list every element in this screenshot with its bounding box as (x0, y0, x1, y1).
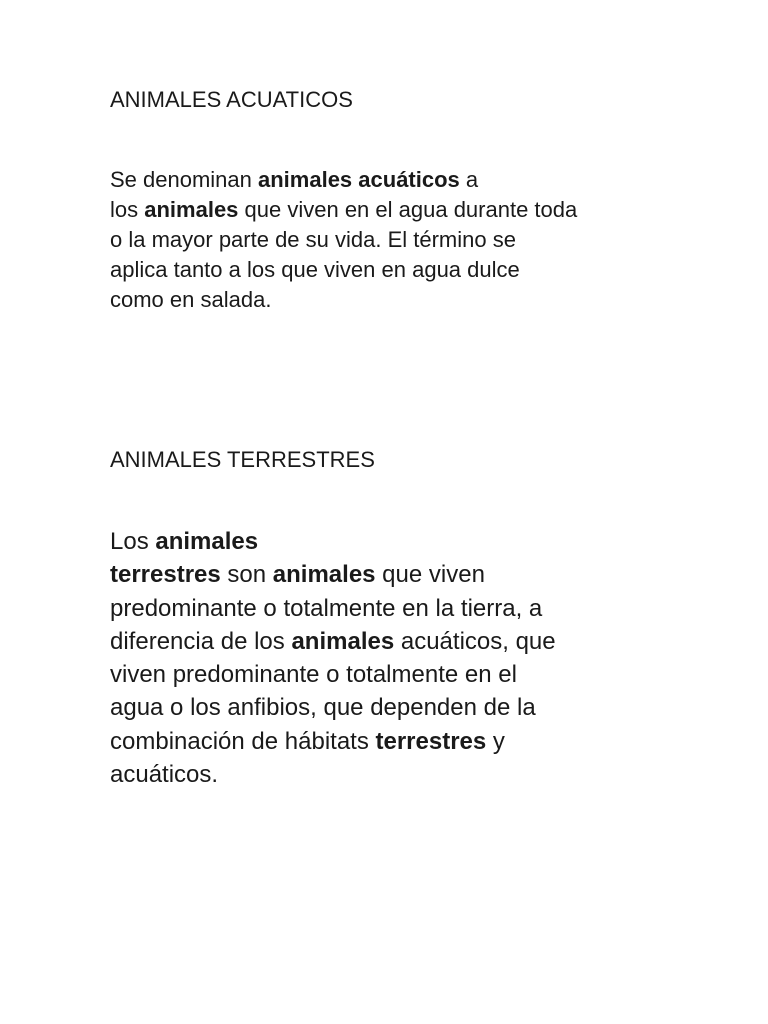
heading-terrestrial-animals: ANIMALES TERRESTRES (110, 447, 375, 472)
paragraph-line (110, 725, 556, 758)
bold-term: animales (155, 528, 259, 555)
paragraph-line: acuáticos. (110, 761, 219, 789)
paragraph-terrestrial-animals (110, 525, 556, 791)
paragraph-line: aplica tanto a los que viven en agua dulce (110, 257, 520, 282)
paragraph-line (110, 558, 556, 591)
bold-term: terrestres (110, 561, 221, 589)
paragraph-line: como en salada. (110, 287, 272, 312)
bold-term: animales acuáticos (258, 167, 460, 192)
heading-aquatic-animals: ANIMALES ACUATICOS (110, 87, 353, 112)
paragraph-line: o la mayor parte de su vida. El término se (110, 227, 516, 252)
text-run: Se denominan (110, 167, 258, 192)
text-run: los (110, 197, 145, 222)
text-run: acuáticos, que (394, 627, 556, 655)
text-run: combinación de hábitats (110, 727, 376, 755)
text-run: son (220, 561, 273, 589)
text-run: Los (110, 528, 156, 555)
text-run: a (459, 167, 479, 192)
paragraph-line (110, 625, 556, 658)
paragraph-line: agua o los anfibios, que dependen de la (110, 694, 536, 722)
paragraph-line (110, 195, 577, 225)
bold-term: animales (144, 197, 239, 222)
text-run: diferencia de los (110, 627, 292, 655)
paragraph-line: viven predominante o totalmente en el (110, 661, 517, 689)
paragraph-line (110, 165, 577, 195)
paragraph-line (110, 525, 556, 558)
text-run: y (486, 727, 505, 755)
bold-term: animales (272, 561, 376, 589)
paragraph-aquatic-animals (110, 165, 577, 315)
text-run: que viven en el agua durante toda (238, 197, 578, 222)
bold-term: terrestres (375, 727, 487, 755)
text-run: que viven (375, 561, 485, 589)
paragraph-line: predominante o totalmente en la tierra, a (110, 594, 543, 622)
bold-term: animales (291, 627, 395, 655)
